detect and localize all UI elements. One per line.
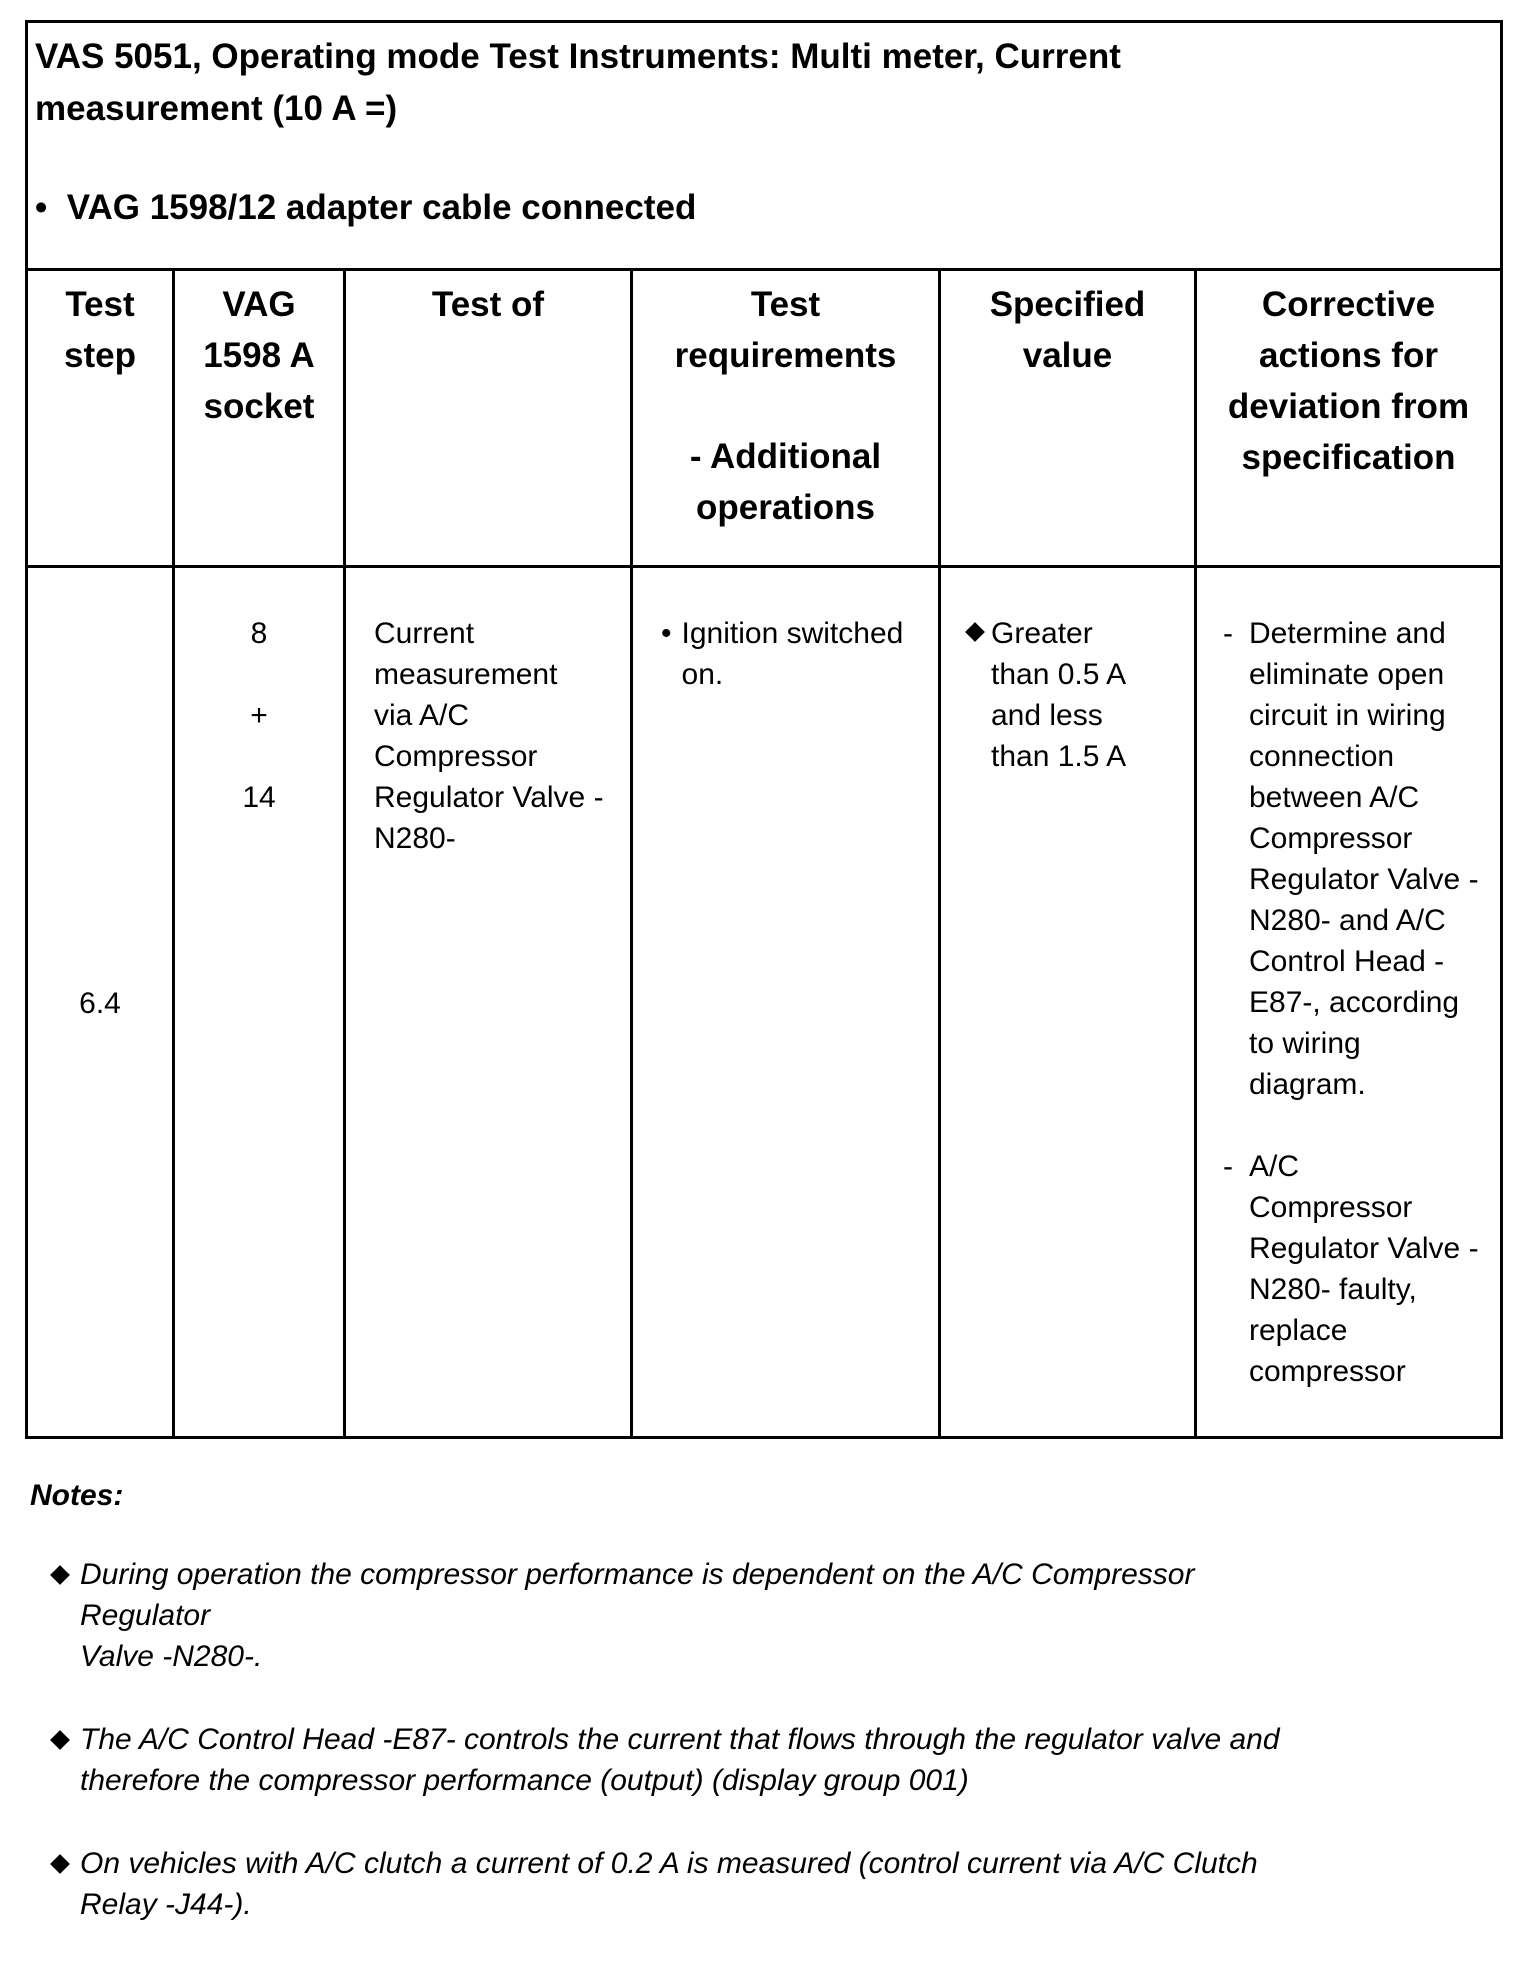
text-line: measurement xyxy=(374,658,558,691)
text-line: on. xyxy=(681,658,724,691)
bullet-icon: • xyxy=(661,617,672,650)
test-step-value: 6.4 xyxy=(79,987,121,1020)
text-line: therefore the compressor performance (output) (display group 001) xyxy=(80,1764,969,1797)
col-header-test-of xyxy=(346,271,633,568)
socket-line: 8 xyxy=(250,617,268,650)
diamond-bullet-icon xyxy=(965,622,985,642)
text-line: N280- faulty, xyxy=(1249,1273,1417,1306)
text-line: N280- and A/C xyxy=(1249,904,1446,937)
cell-test-step xyxy=(28,568,175,1436)
text-line: Determine and xyxy=(1249,617,1446,650)
text-line: Compressor xyxy=(374,740,538,773)
notes-heading: Notes: xyxy=(30,1479,124,1512)
col-header-line: - Additional xyxy=(689,437,882,476)
text-line: On vehicles with A/C clutch a current of 0.2 A is measured (control current via A/C Clutch xyxy=(80,1847,1258,1880)
header-bullet-mark: • xyxy=(35,188,48,227)
diamond-bullet-icon xyxy=(50,1854,70,1874)
socket-line: 14 xyxy=(242,781,276,814)
col-header-line: step xyxy=(64,336,136,375)
col-header-line: socket xyxy=(203,387,315,426)
col-header-requirements xyxy=(633,271,941,568)
col-header-line: operations xyxy=(696,488,875,527)
action-item xyxy=(1223,1146,1494,1392)
cell-specified xyxy=(941,568,1197,1436)
text-line: connection xyxy=(1249,740,1395,773)
column-headers xyxy=(28,271,1500,568)
table-header-box xyxy=(28,23,1500,271)
table-title: VAS 5051, Operating mode Test Instruments: Multi meter, Current measurement (10 A =) xyxy=(35,37,1121,128)
text-line: via A/C xyxy=(374,699,470,732)
col-header-line: deviation from xyxy=(1227,387,1470,426)
text-line: The A/C Control Head -E87- controls the current that flows through the regulator valve and xyxy=(80,1723,1280,1756)
text-line: replace xyxy=(1249,1314,1348,1347)
text-line: Compressor xyxy=(1249,1191,1413,1224)
header-bullet-text: VAG 1598/12 adapter cable connected xyxy=(66,188,697,227)
col-header-line: Specified xyxy=(989,285,1146,324)
text-line: diagram. xyxy=(1249,1068,1366,1101)
test-table xyxy=(25,20,1503,1439)
text-line: Compressor xyxy=(1249,822,1413,855)
cell-requirements xyxy=(633,568,941,1436)
col-header-test-step xyxy=(28,271,175,568)
diamond-bullet-icon xyxy=(50,1565,70,1585)
note-text xyxy=(80,1554,1310,1677)
col-header-line: Test xyxy=(65,285,135,324)
text-line: to wiring xyxy=(1249,1027,1361,1060)
action-text xyxy=(1249,1146,1479,1392)
col-header-line: Test of xyxy=(431,285,545,324)
note-text xyxy=(80,1719,1280,1801)
action-item xyxy=(1223,613,1494,1105)
text-line: Greater xyxy=(991,617,1093,650)
note-text xyxy=(80,1843,1258,1925)
text-line: Valve -N280-. xyxy=(80,1640,263,1673)
col-header-socket xyxy=(175,271,346,568)
text-line: Control Head - xyxy=(1249,945,1445,978)
note-item xyxy=(30,1554,1310,1677)
col-header-specified xyxy=(941,271,1197,568)
text-line: than 1.5 A xyxy=(991,740,1127,773)
text-line: and less xyxy=(991,699,1103,732)
cell-test-of xyxy=(346,568,633,1436)
text-line: Ignition switched xyxy=(681,617,904,650)
col-header-corrective xyxy=(1197,271,1500,568)
notes-section xyxy=(30,1475,1310,1967)
col-header-line: specification xyxy=(1241,438,1456,477)
action-text xyxy=(1249,613,1479,1105)
requirement-text xyxy=(682,613,904,1436)
col-header-line: Test xyxy=(750,285,821,324)
col-header-line: requirements xyxy=(674,336,897,375)
col-header-line: actions for xyxy=(1259,336,1438,375)
text-line: E87-, according xyxy=(1249,986,1460,1019)
text-line: eliminate open xyxy=(1249,658,1445,691)
col-header-line: 1598 A xyxy=(203,336,315,375)
dash-bullet: - xyxy=(1223,617,1233,650)
text-line: between A/C xyxy=(1249,781,1420,814)
note-item xyxy=(30,1843,1310,1925)
text-line: During operation the compressor performance is dependent on the A/C Compressor Regulator xyxy=(80,1558,1195,1632)
text-line: Regulator Valve - xyxy=(1249,863,1479,896)
diamond-bullet-icon xyxy=(50,1730,70,1750)
col-header-line: VAG xyxy=(222,285,296,324)
text-line: Current xyxy=(374,617,475,650)
cell-corrective xyxy=(1197,568,1500,1436)
col-header-line: Corrective xyxy=(1261,285,1436,324)
cell-socket xyxy=(175,568,346,1436)
text-line: circuit in wiring xyxy=(1249,699,1446,732)
text-line: A/C xyxy=(1249,1150,1300,1183)
specified-text xyxy=(991,613,1126,1436)
text-line: N280- xyxy=(374,822,456,855)
text-line: compressor xyxy=(1249,1355,1406,1388)
note-item xyxy=(30,1719,1310,1801)
text-line: Regulator Valve - xyxy=(1249,1232,1479,1265)
table-row xyxy=(28,568,1500,1436)
socket-line: + xyxy=(250,699,268,732)
header-bullet xyxy=(35,182,1490,234)
text-line: than 0.5 A xyxy=(991,658,1127,691)
dash-bullet: - xyxy=(1223,1150,1233,1183)
text-line: Relay -J44-). xyxy=(80,1888,252,1921)
text-line: Regulator Valve - xyxy=(374,781,604,814)
col-header-line: value xyxy=(1022,336,1113,375)
